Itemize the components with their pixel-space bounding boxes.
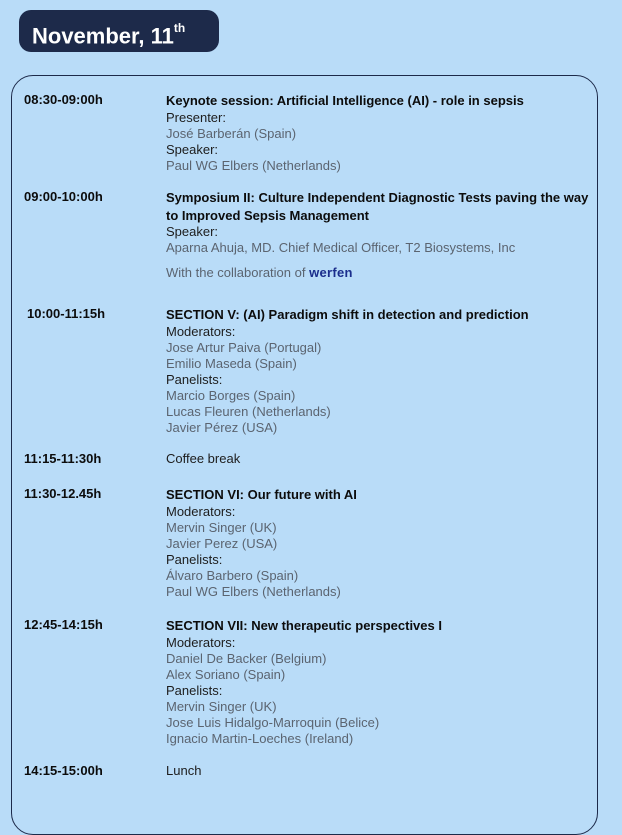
participant-name: Emilio Maseda (Spain) bbox=[166, 355, 297, 371]
participant-name: José Barberán (Spain) bbox=[166, 125, 297, 141]
session-time: 10:00-11:15h bbox=[27, 306, 106, 321]
role-label: Panelists: bbox=[166, 551, 223, 567]
participant-name: Javier Perez (USA) bbox=[166, 535, 278, 551]
role-label: Moderators: bbox=[166, 323, 236, 339]
session-time: 08:30-09:00h bbox=[24, 92, 103, 107]
sponsor-logo: werfen bbox=[309, 265, 353, 280]
participant-name: Daniel De Backer (Belgium) bbox=[166, 650, 327, 666]
session-title: SECTION VI: Our future with AI bbox=[166, 487, 357, 502]
participant-name: Lucas Fleuren (Netherlands) bbox=[166, 403, 331, 419]
session-title: SECTION V: (AI) Paradigm shift in detection and prediction bbox=[166, 307, 529, 322]
date-text: November, 11 bbox=[32, 23, 174, 49]
date-badge bbox=[19, 10, 219, 52]
participant-name: Álvaro Barbero (Spain) bbox=[166, 567, 299, 583]
participant-name: Alex Soriano (Spain) bbox=[166, 666, 286, 682]
role-label: Panelists: bbox=[166, 371, 223, 387]
session-label: Coffee break bbox=[166, 451, 241, 466]
session-time: 14:15-15:00h bbox=[24, 763, 103, 778]
role-label: Panelists: bbox=[166, 682, 223, 698]
session-details bbox=[166, 486, 594, 600]
session-time: 09:00-10:00h bbox=[24, 189, 103, 204]
session-title: Symposium II: Culture Independent Diagnostic Tests paving the way to Improved Sepsis Management bbox=[166, 190, 589, 223]
participant-name: Mervin Singer (UK) bbox=[166, 519, 277, 535]
participant-name: Marcio Borges (Spain) bbox=[166, 387, 296, 403]
session-time: 12:45-14:15h bbox=[24, 617, 103, 632]
participant-name: Jose Artur Paiva (Portugal) bbox=[166, 339, 322, 355]
role-label: Moderators: bbox=[166, 634, 236, 650]
session-title: Keynote session: Artificial Intelligence (AI) - role in sepsis bbox=[166, 93, 524, 108]
session-time: 11:30-12.45h bbox=[24, 486, 102, 501]
session-details bbox=[166, 189, 594, 281]
participant-name: Jose Luis Hidalgo-Marroquin (Belice) bbox=[166, 714, 380, 730]
collaboration-note bbox=[166, 265, 594, 281]
session-label: Lunch bbox=[166, 763, 202, 778]
participant-name: Javier Pérez (USA) bbox=[166, 419, 278, 435]
session-details bbox=[166, 617, 594, 747]
role-label: Speaker: bbox=[166, 141, 219, 157]
participant-name: Aparna Ahuja, MD. Chief Medical Officer, T2 Biosystems, Inc bbox=[166, 240, 516, 255]
participant-name: Paul WG Elbers (Netherlands) bbox=[166, 583, 341, 599]
participant-name: Paul WG Elbers (Netherlands) bbox=[166, 157, 341, 173]
collaboration-text: With the collaboration of bbox=[166, 265, 306, 280]
session-details bbox=[166, 451, 594, 467]
session-title: SECTION VII: New therapeutic perspectives I bbox=[166, 618, 442, 633]
role-label: Moderators: bbox=[166, 503, 236, 519]
role-label: Speaker: bbox=[166, 224, 219, 239]
role-label: Presenter: bbox=[166, 109, 226, 125]
participant-name: Ignacio Martin-Loeches (Ireland) bbox=[166, 730, 354, 746]
session-time: 11:15-11:30h bbox=[24, 451, 102, 466]
date-ordinal-suffix: th bbox=[173, 21, 186, 35]
session-details bbox=[166, 306, 594, 436]
session-details bbox=[166, 92, 594, 174]
participant-name: Mervin Singer (UK) bbox=[166, 698, 277, 714]
session-details bbox=[166, 763, 594, 779]
